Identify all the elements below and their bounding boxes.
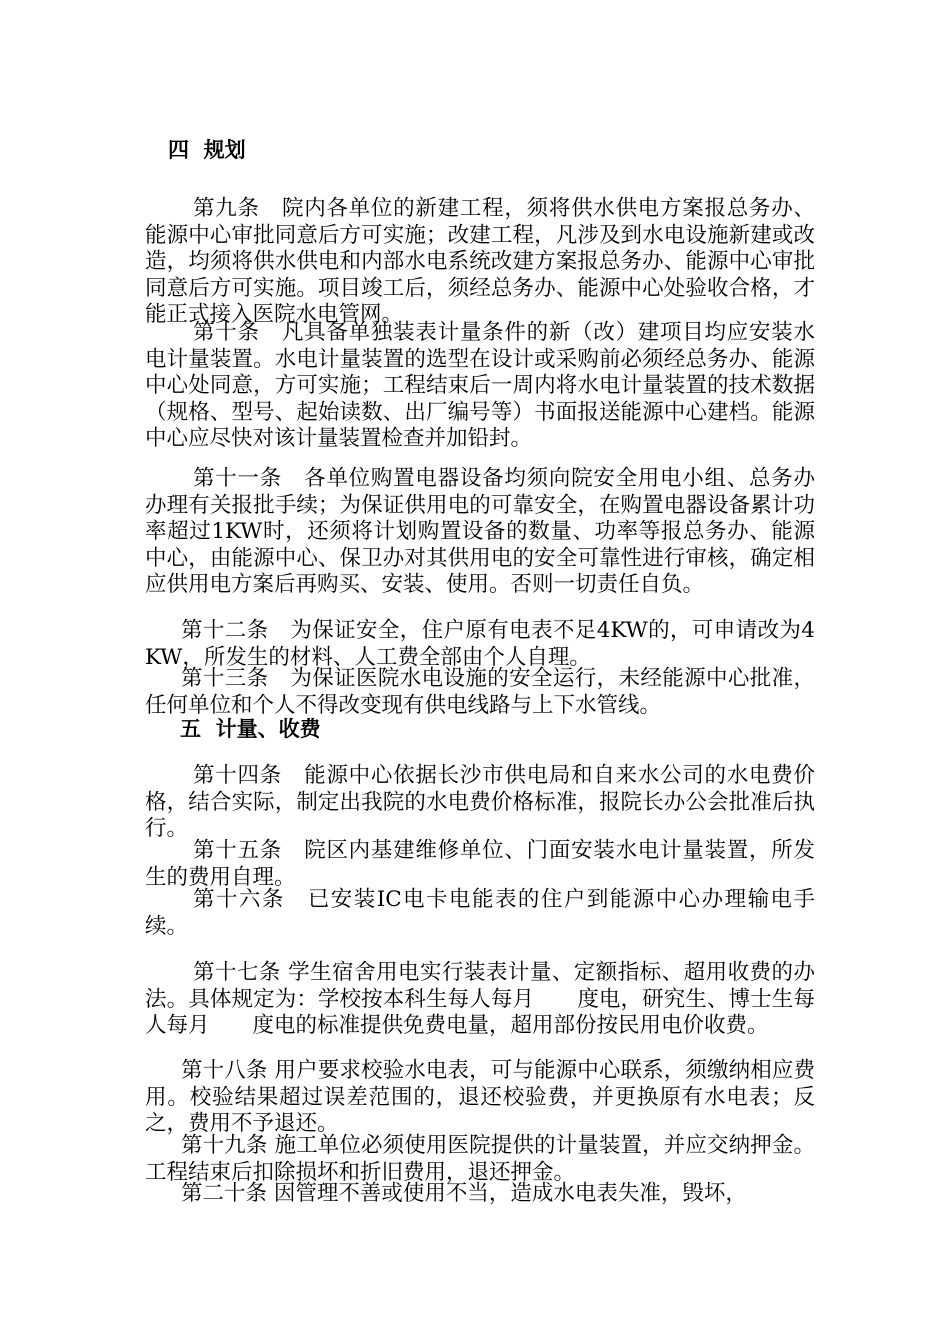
article-11: 第十一条 各单位购置电器设备均须向院安全用电小组、总务办办理有关报批手续；为保证供用电的可靠安全，在购置电器设备累计功率超过1KW时，还须将计划购置设备的数量、功率等报总务办、能源中心，由能源中心、保卫办对其供用电的安全可靠性进行审核，确定相应供用电方案后再购买、安装、使用。否则一切责任自负。 [145, 466, 815, 597]
article-10: 第十条 凡具备单独装表计量条件的新（改）建项目均应安装水电计量装置。水电计量装置的选型在设计或采购前必须经总务办、能源中心处同意，方可实施；工程结束后一周内将水电计量装置的技术数据（规格、型号、起始读数、出厂编号等）书面报送能源中心建档。能源中心应尽快对该计量装置检查并加铅封。 [145, 320, 815, 451]
article-18: 第十八条 用户要求校验水电表，可与能源中心联系，须缴纳相应费用。校验结果超过误差范围的，退还校验费，并更换原有水电表；反之，费用不予退还。 [145, 1058, 815, 1136]
section-heading-metering-charges: 五 计量、收费 [180, 717, 321, 741]
article-14: 第十四条 能源中心依据长沙市供电局和自来水公司的水电费价格，结合实际，制定出我院的水电费价格标准，报院长办公会批准后执行。 [145, 763, 815, 841]
article-19: 第十九条 施工单位必须使用医院提供的计量装置，并应交纳押金。工程结束后扣除损坏和折旧费用，退还押金。 [145, 1133, 815, 1185]
article-15: 第十五条 院区内基建维修单位、门面安装水电计量装置，所发生的费用自理。 [145, 838, 815, 890]
article-20: 第二十条 因管理不善或使用不当，造成水电表失准，毁坏， [181, 1181, 747, 1206]
section-heading-planning: 四 规划 [168, 138, 246, 162]
article-12: 第十二条 为保证安全，住户原有电表不足4KW的，可申请改为4KW，所发生的材料、人工费全部由个人自理。 [145, 618, 815, 670]
article-9: 第九条 院内各单位的新建工程，须将供水供电方案报总务办、能源中心审批同意后方可实施；改建工程，凡涉及到水电设施新建或改造，均须将供水供电和内部水电系统改建方案报总务办、能源中心审批同意后方可实施。项目竣工后，须经总务办、能源中心处验收合格，才能正式接入医院水电管网。 [145, 196, 815, 327]
article-13: 第十三条 为保证医院水电设施的安全运行，未经能源中心批准，任何单位和个人不得改变现有供电线路与上下水管线。 [145, 666, 815, 718]
article-16: 第十六条 已安装IC电卡电能表的住户到能源中心办理输电手续。 [145, 887, 815, 939]
article-17: 第十七条 学生宿舍用电实行装表计量、定额指标、超用收费的办法。具体规定为：学校按本科生每人每月 度电，研究生、博士生每人每月 度电的标准提供免费电量，超用部份按民用电价收费。 [145, 960, 815, 1038]
